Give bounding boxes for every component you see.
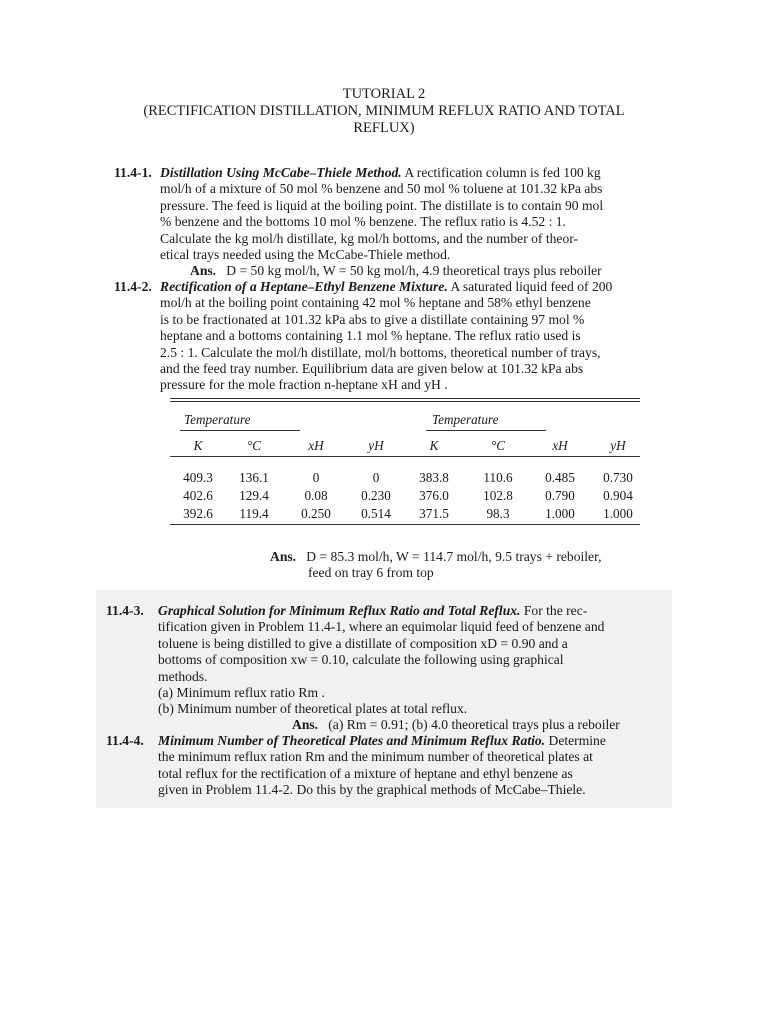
- problem-title: Rectification of a Heptane–Ethyl Benzene Mixture.: [160, 279, 448, 294]
- problem-number: 11.4-3.: [106, 603, 144, 618]
- problem-text-line: bottoms of composition xw = 0.10, calculate the following using graphical: [158, 652, 564, 668]
- table-group-header-temperature-2: Temperature: [432, 412, 499, 427]
- table-cell: 1.000: [545, 506, 575, 521]
- table-column-header: yH: [368, 438, 384, 453]
- answer-text: D = 50 kg mol/h, W = 50 kg mol/h, 4.9 theoretical trays plus reboiler: [226, 263, 602, 278]
- problem-text-line: (b) Minimum number of theoretical plates at total reflux.: [158, 701, 468, 717]
- problem-text-line: mol/h at the boiling point containing 42 mol % heptane and 58% ethyl benzene: [160, 295, 591, 311]
- table-cell: 392.6: [183, 506, 213, 521]
- problem-text-line: toluene is being distilled to give a distillate of composition xD = 0.90 and a: [158, 635, 568, 651]
- answer-label: Ans.: [190, 263, 217, 278]
- problem-number: 11.4-1.: [114, 165, 152, 180]
- problem-text-line: methods.: [158, 668, 208, 684]
- table-column-header: K: [429, 438, 439, 453]
- problem-text-line: Minimum Number of Theoretical Plates and Minimum Reflux Ratio. Determine: [158, 733, 606, 748]
- problem-text-line: given in Problem 11.4-2. Do this by the graphical methods of McCabe–Thiele.: [158, 782, 586, 798]
- table-cell: 376.0: [419, 488, 449, 503]
- problem-text-line: pressure for the mole fraction n-heptane xH and yH .: [160, 377, 448, 393]
- answer-label: Ans.: [270, 549, 297, 564]
- table-cell: 0.08: [304, 488, 328, 503]
- table-cell: 1.000: [603, 506, 633, 521]
- table-cell: 136.1: [239, 470, 269, 485]
- table-cell: 371.5: [419, 506, 449, 521]
- problem-text-line: pressure. The feed is liquid at the boiling point. The distillate is to contain 90 mol: [160, 197, 604, 213]
- answer-text: D = 85.3 mol/h, W = 114.7 mol/h, 9.5 trays + reboiler,: [306, 549, 602, 564]
- problem-11-4-4: [106, 733, 656, 803]
- table-column-header: °C: [490, 438, 506, 453]
- answer-11-4-3: [292, 717, 620, 733]
- table-cell: 0: [312, 470, 320, 485]
- table-column-header: °C: [246, 438, 262, 453]
- answer-11-4-2: [270, 549, 670, 582]
- tutorial-subtitle-line2: REFLUX): [353, 120, 415, 136]
- problem-number: 11.4-2.: [114, 279, 152, 294]
- problem-text-line: etical trays needed using the McCabe-Thiele method.: [160, 247, 451, 263]
- tutorial-title: TUTORIAL 2: [342, 86, 426, 102]
- problem-text-line: total reflux for the rectification of a mixture of heptane and ethyl benzene as: [158, 765, 573, 781]
- problem-text-line: heptane and a bottoms containing 1.1 mol % heptane. The reflux ratio used is: [160, 328, 581, 344]
- table-group-header-temperature-1: Temperature: [184, 412, 251, 427]
- answer-11-4-1: [190, 263, 602, 279]
- problem-title: Graphical Solution for Minimum Reflux Ratio and Total Reflux.: [158, 603, 521, 618]
- table-column-header: K: [193, 438, 203, 453]
- equilibrium-table: [170, 398, 640, 528]
- tutorial-subtitle-line1: (RECTIFICATION DISTILLATION, MINIMUM REFLUX RATIO AND TOTAL: [143, 103, 625, 119]
- answer-label: Ans.: [292, 717, 319, 732]
- problem-text-line: the minimum reflux ration Rm and the minimum number of theoretical plates at: [158, 749, 593, 765]
- problem-11-4-1: [114, 165, 654, 265]
- table-cell: 0.904: [603, 488, 633, 503]
- problem-text-line: 2.5 : 1. Calculate the mol/h distillate, mol/h bottoms, theoretical number of trays,: [160, 344, 601, 360]
- problem-11-4-3: [106, 603, 656, 723]
- table-cell: 110.6: [483, 470, 513, 485]
- table-cell: 119.4: [239, 506, 269, 521]
- table-cell: 129.4: [239, 488, 269, 503]
- answer-text: (a) Rm = 0.91; (b) 4.0 theoretical trays plus a reboiler: [328, 717, 620, 732]
- table-cell: 0.230: [361, 488, 391, 503]
- problem-11-4-2: [114, 279, 654, 399]
- problem-text-line: Graphical Solution for Minimum Reflux Ratio and Total Reflux. For the rec-: [158, 603, 588, 618]
- problem-text-line: is to be fractionated at 101.32 kPa abs to give a distillate containing 97 mol %: [160, 311, 585, 327]
- table-cell: 0.514: [361, 506, 391, 521]
- table-cell: 409.3: [183, 470, 213, 485]
- table-column-header: xH: [552, 438, 568, 453]
- table-cell: 0: [372, 470, 380, 485]
- table-cell: 0.790: [545, 488, 575, 503]
- table-column-header: xH: [308, 438, 324, 453]
- table-column-header: yH: [610, 438, 626, 453]
- problem-text-line: % benzene and the bottoms 10 mol % benzene. The reflux ratio is 4.52 : 1.: [160, 214, 566, 230]
- problem-text-line: Calculate the kg mol/h distillate, kg mol/h bottoms, and the number of theor-: [160, 230, 579, 246]
- table-cell: 383.8: [419, 470, 449, 485]
- table-cell: 102.8: [483, 488, 513, 503]
- answer-text: feed on tray 6 from top: [308, 565, 434, 581]
- problem-text-line: (a) Minimum reflux ratio Rm .: [158, 685, 325, 701]
- table-cell: 0.485: [545, 470, 575, 485]
- problem-number: 11.4-4.: [106, 733, 144, 748]
- table-cell: 98.3: [486, 506, 510, 521]
- problem-title: Distillation Using McCabe–Thiele Method.: [160, 165, 402, 180]
- problem-text-line: mol/h of a mixture of 50 mol % benzene and 50 mol % toluene at 101.32 kPa abs: [160, 181, 603, 197]
- table-cell: 0.250: [301, 506, 331, 521]
- problem-text-line: and the feed tray number. Equilibrium data are given below at 101.32 kPa abs: [160, 361, 584, 377]
- table-cell: 0.730: [603, 470, 633, 485]
- tutorial-header: [100, 86, 668, 137]
- problem-title: Minimum Number of Theoretical Plates and Minimum Reflux Ratio.: [158, 733, 546, 748]
- problem-text-line: Distillation Using McCabe–Thiele Method. A rectification column is fed 100 kg: [160, 165, 601, 180]
- problem-text-line: Rectification of a Heptane–Ethyl Benzene Mixture. A saturated liquid feed of 200: [160, 279, 613, 294]
- problem-text-line: tification given in Problem 11.4-1, where an equimolar liquid feed of benzene and: [158, 619, 605, 635]
- table-cell: 402.6: [183, 488, 213, 503]
